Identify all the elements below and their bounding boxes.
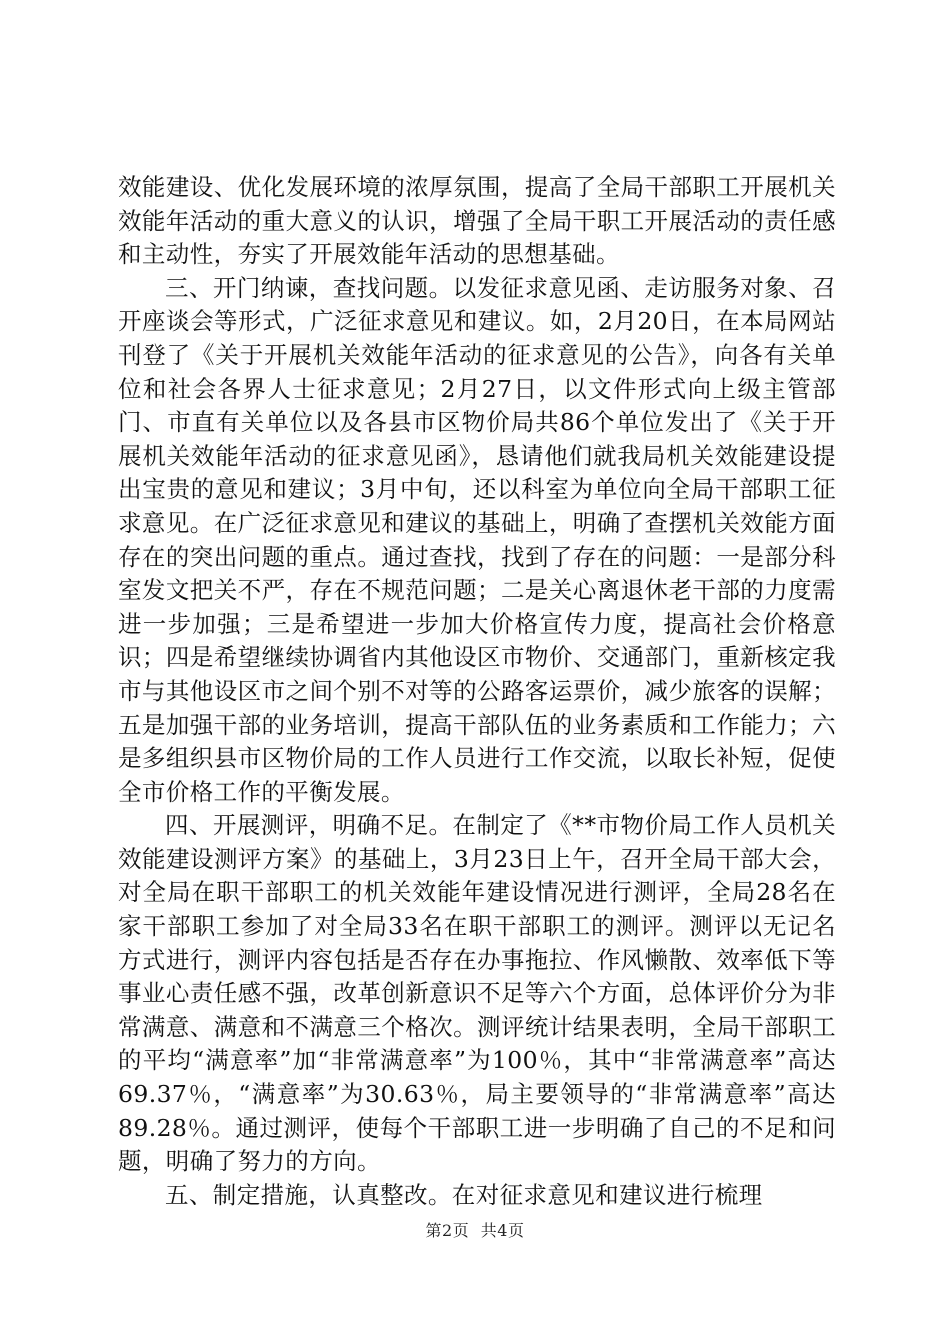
paragraph-section-five: 五、制定措施，认真整改。在对征求意见和建议进行梳理 — [165, 1180, 763, 1209]
page-number: 第2页 — [425, 1221, 470, 1240]
document-body — [118, 171, 836, 1212]
page-footer — [0, 1218, 950, 1241]
paragraph-continuation: 效能建设、优化发展环境的浓厚氛围，提高了全局干部职工开展机关效能年活动的重大意义的认识，增强了全局干职工开展活动的责任感和主动性，夯实了开展效能年活动的思想基础。 — [118, 173, 836, 269]
page-total: 共4页 — [480, 1221, 525, 1240]
paragraph-section-four: 四、开展测评，明确不足。在制定了《**市物价局工作人员机关效能建设测评方案》的基础上，3月23日上午，召开全局干部大会，对全局在职干部职工的机关效能年建设情况进行测评，全局28名在家干部职工参加了对全局33名在职干部职工的测评。测评以无记名方式进行，测评内容包括是否存在办事拖拉、作风懒散、效率低下等事业心责任感不强，改革创新意识不足等六个方面，总体评价分为非常满意、满意和不满意三个格次。测评统计结果表明，全局干部职工的平均“满意率”加“非常满意率”为100％，其中“非常满意率”高达69.37％，“满意率”为30.63％，局主要领导的“非常满意率”高达89.28％。通过测评，使每个干部职工进一步明确了自己的不足和问题，明确了努力的方向。 — [118, 811, 836, 1176]
paragraph-section-three: 三、开门纳谏，查找问题。以发征求意见函、走访服务对象、召开座谈会等形式，广泛征求意见和建议。如，2月20日，在本局网站刊登了《关于开展机关效能年活动的征求意见的公告》，向各有关单位和社会各界人士征求意见；2月27日，以文件形式向上级主管部门、市直有关单位以及各县市区物价局共86个单位发出了《关于开展机关效能年活动的征求意见函》，恳请他们就我局机关效能建设提出宝贵的意见和建议；3月中旬，还以科室为单位向全局干部职工征求意见。在广泛征求意见和建议的基础上，明确了查摆机关效能方面存在的突出问题的重点。通过查找，找到了存在的问题：一是部分科室发文把关不严，存在不规范问题；二是关心离退休老干部的力度需进一步加强；三是希望进一步加大价格宣传力度，提高社会价格意识；四是希望继续协调省内其他设区市物价、交通部门，重新核定我市与其他设区市之间个别不对等的公路客运票价，减少旅客的误解；五是加强干部的业务培训，提高干部队伍的业务素质和工作能力；六是多组织县市区物价局的工作人员进行工作交流，以取长补短，促使全市价格工作的平衡发展。 — [118, 273, 836, 806]
